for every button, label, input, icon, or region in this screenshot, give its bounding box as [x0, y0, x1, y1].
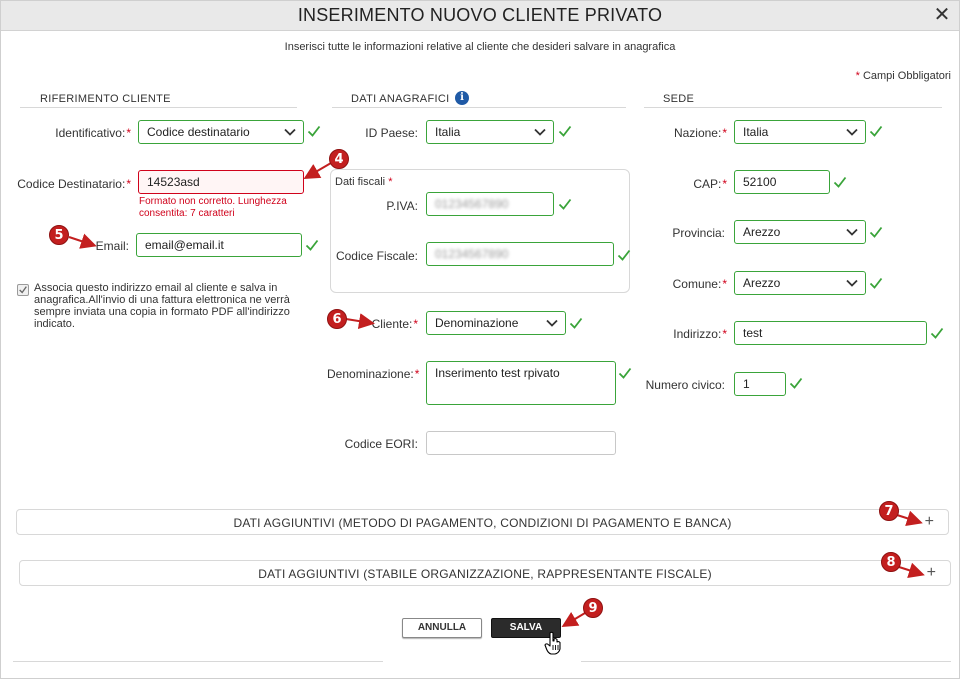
section-divider — [20, 107, 297, 108]
associa-email-text: Associa questo indirizzo email al cliente e salva in anagrafica.All'invio di una fattura elettronica ne verrà sempre inviata una copia in formato PDF all'indirizzo indicato. — [34, 282, 290, 330]
provincia-select[interactable]: Arezzo — [734, 220, 866, 244]
email-label: Email: — [95, 239, 129, 253]
codice-fiscale-input[interactable]: 01234567890 — [426, 242, 614, 266]
piva-input[interactable]: 01234567890 — [426, 192, 554, 216]
comune-label: Comune:* — [672, 277, 727, 291]
valid-check-icon — [833, 175, 847, 189]
identificativo-select[interactable]: Codice destinatario — [138, 120, 304, 144]
valid-check-icon — [618, 366, 632, 380]
codice-destinatario-input[interactable]: 14523asd — [138, 170, 304, 194]
codice-destinatario-label: Codice Destinatario:* — [17, 177, 131, 191]
valid-check-icon — [869, 124, 883, 138]
codice-fiscale-label: Codice Fiscale: — [335, 249, 418, 263]
annotation-badge-7: 7 — [879, 501, 899, 521]
cap-label: CAP:* — [693, 177, 727, 191]
footer-divider — [13, 661, 383, 662]
cap-input[interactable]: 52100 — [734, 170, 830, 194]
info-icon[interactable]: i — [455, 91, 469, 105]
plus-icon[interactable]: + — [926, 564, 936, 581]
valid-check-icon — [558, 197, 572, 211]
section-title-sede: SEDE — [663, 93, 695, 105]
valid-check-icon — [569, 316, 583, 330]
valid-check-icon — [307, 124, 321, 138]
annotation-badge-6: 6 — [327, 309, 347, 329]
chevron-down-icon — [283, 125, 297, 139]
associa-email-checkbox[interactable] — [17, 284, 29, 296]
section-title-anagrafici: DATI ANAGRAFICI — [351, 93, 450, 105]
dialog-subtitle: Inserisci tutte le informazioni relative al cliente che desideri salvare in anagrafica — [284, 41, 676, 53]
section-title-riferimento: RIFERIMENTO CLIENTE — [40, 93, 171, 105]
footer-divider — [581, 661, 951, 662]
cancel-button[interactable]: ANNULLA — [402, 618, 482, 638]
valid-check-icon — [305, 238, 319, 252]
accordion-stabile-organizzazione[interactable] — [19, 560, 951, 586]
valid-check-icon — [558, 124, 572, 138]
denominazione-label: Denominazione:* — [327, 367, 420, 381]
hand-pointer-icon — [544, 631, 562, 655]
chevron-down-icon — [845, 225, 859, 239]
chevron-down-icon — [545, 316, 559, 330]
title-bar — [1, 1, 959, 31]
chevron-down-icon — [533, 125, 547, 139]
valid-check-icon — [617, 248, 631, 262]
annotation-badge-9: 9 — [583, 598, 603, 618]
save-button[interactable]: SALVA — [491, 618, 561, 638]
valid-check-icon — [869, 225, 883, 239]
annotation-badge-5: 5 — [49, 225, 69, 245]
required-note-text: Campi Obbligatori — [862, 70, 951, 82]
cliente-label: Cliente:* — [371, 317, 418, 331]
close-icon[interactable]: ✕ — [933, 4, 951, 26]
dialog-title: INSERIMENTO NUOVO CLIENTE PRIVATO — [297, 5, 663, 25]
plus-icon[interactable]: + — [924, 513, 934, 530]
chevron-down-icon — [845, 276, 859, 290]
checkmark-icon — [18, 285, 28, 295]
nazione-label: Nazione:* — [673, 126, 727, 140]
numero-civico-input[interactable]: 1 — [734, 372, 786, 396]
nazione-select[interactable]: Italia — [734, 120, 866, 144]
piva-label: P.IVA: — [386, 199, 418, 213]
codice-destinatario-error: Formato non corretto. Lunghezza consentita: 7 caratteri — [139, 196, 287, 219]
valid-check-icon — [930, 326, 944, 340]
indirizzo-input[interactable]: test — [734, 321, 927, 345]
comune-select[interactable]: Arezzo — [734, 271, 866, 295]
annotation-badge-4: 4 — [329, 149, 349, 169]
valid-check-icon — [869, 276, 883, 290]
id-paese-select[interactable]: Italia — [426, 120, 554, 144]
id-paese-label: ID Paese: — [365, 126, 418, 140]
annotation-arrow-4 — [307, 163, 331, 177]
indirizzo-label: Indirizzo:* — [673, 327, 727, 341]
valid-check-icon — [789, 376, 803, 390]
annotation-badge-8: 8 — [881, 552, 901, 572]
dati-fiscali-title: Dati fiscali * — [335, 176, 393, 188]
chevron-down-icon — [845, 125, 859, 139]
required-star: * — [855, 70, 860, 82]
provincia-label: Provincia: — [672, 226, 725, 240]
numero-civico-label: Numero civico: — [645, 378, 725, 392]
identificativo-label: Identificativo:* — [55, 126, 131, 140]
section-divider — [332, 107, 626, 108]
accordion-label: DATI AGGIUNTIVI (METODO DI PAGAMENTO, CONDIZIONI DI PAGAMENTO E BANCA) — [233, 516, 732, 530]
email-input[interactable]: email@email.it — [136, 233, 302, 257]
required-fields-note — [856, 70, 951, 82]
annotation-arrow-9 — [565, 613, 585, 625]
codice-eori-input[interactable] — [426, 431, 616, 455]
codice-eori-label: Codice EORI: — [344, 437, 418, 451]
accordion-label: DATI AGGIUNTIVI (STABILE ORGANIZZAZIONE, RAPPRESENTANTE FISCALE) — [258, 567, 712, 581]
denominazione-textarea[interactable]: Inserimento test rpivato — [426, 361, 616, 405]
accordion-pagamento[interactable] — [16, 509, 949, 535]
section-divider — [644, 107, 942, 108]
cliente-select[interactable]: Denominazione — [426, 311, 566, 335]
